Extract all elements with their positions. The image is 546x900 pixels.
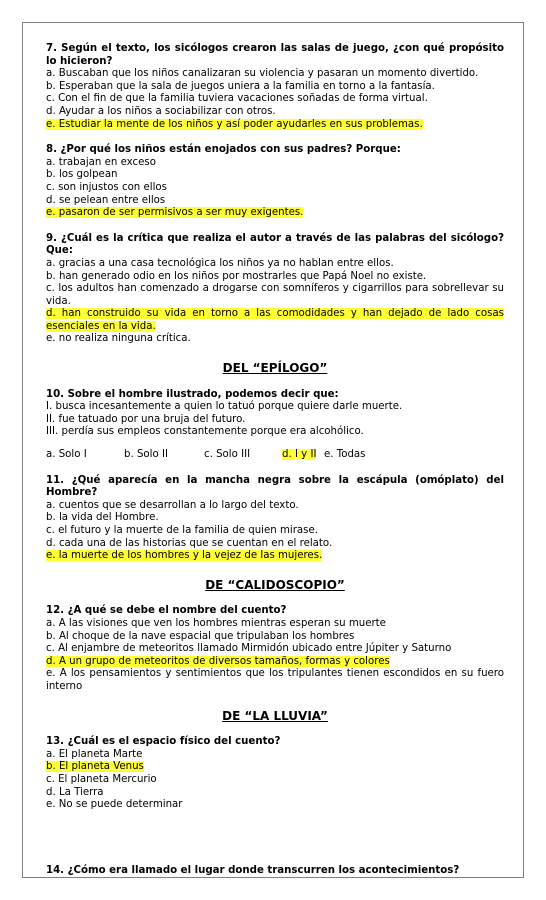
document-page <box>22 22 524 878</box>
option-a: a. El planeta Marte <box>46 748 143 760</box>
option-d-highlighted: d. A un grupo de meteoritos de diversos tamaños, formas y colores <box>46 655 390 667</box>
option-b: b. Al choque de la nave espacial que tripulaban los hombres <box>46 630 355 642</box>
option-d: d. La Tierra <box>46 786 104 798</box>
option-b: b. han generado odio en los niños por mostrarles que Papá Noel no existe. <box>46 270 427 282</box>
question-14 <box>46 865 504 878</box>
option-b: b. la vida del Hombre. <box>46 512 159 524</box>
option-d: d. cada una de las historias que se cuentan en el relato. <box>46 537 333 549</box>
option-d-highlighted: d. I y II <box>282 449 317 461</box>
question-13 <box>46 736 504 812</box>
question-7 <box>46 43 504 131</box>
option-e: e. Todas <box>324 449 366 461</box>
option-c: c. son injustos con ellos <box>46 181 167 193</box>
question-title: 12. ¿A qué se debe el nombre del cuento? <box>46 605 287 617</box>
option-c: c. El planeta Mercurio <box>46 773 157 785</box>
statement-1: I. busca incesantemente a quien lo tatuó porque quiere darle muerte. <box>46 401 403 413</box>
question-title: 13. ¿Cuál es el espacio físico del cuento? <box>46 736 281 748</box>
question-8 <box>46 144 504 220</box>
option-a: a. Buscaban que los niños canalizaran su violencia y pasaran un momento divertido. <box>46 68 479 80</box>
question-title: 8. ¿Por qué los niños están enojados con sus padres? Porque: <box>46 144 401 156</box>
statement-3: III. perdía sus empleos constantemente porque era alcohólico. <box>46 426 364 438</box>
option-c: c. Solo III <box>204 449 251 461</box>
option-c: c. el futuro y la muerte de la familia de quien mirase. <box>46 525 318 536</box>
blank-space <box>46 825 504 865</box>
question-title: 7. Según el texto, los sicólogos crearon las salas de juego, ¿con qué propósito lo hicieron? <box>46 43 504 67</box>
section-heading-lluvia: DE “LA LLUVIA” <box>222 708 328 723</box>
option-c: c. Con el fin de que la familia tuviera vacaciones soñadas de forma virtual. <box>46 93 428 105</box>
question-title: 14. ¿Cómo era llamado el lugar donde transcurren los acontecimientos? <box>46 864 460 876</box>
option-a: a. A las visiones que ven los hombres mientras esperan su muerte <box>46 617 386 629</box>
question-10 <box>46 389 504 462</box>
question-9 <box>46 233 504 346</box>
option-e-highlighted: e. Estudiar la mente de los niños y así poder ayudarles en sus problemas. <box>46 118 423 130</box>
option-b: b. los golpean <box>46 169 118 181</box>
option-d: d. Ayudar a los niños a sociabilizar con otros. <box>46 105 276 117</box>
section-heading-calidoscopio: DE “CALIDOSCOPIO” <box>205 577 345 592</box>
option-d-highlighted: d. han construido su vida en torno a las comodidades y han dejado de lado cosas esenciales en la vida. <box>46 308 504 332</box>
section-heading-epilogo: DEL “EPÍLOGO” <box>222 361 328 376</box>
document-content <box>46 43 504 890</box>
option-b-highlighted: b. El planeta Venus <box>46 761 144 773</box>
option-b: b. Solo II <box>124 449 168 461</box>
option-b: b. Esperaban que la sala de juegos uniera a la familia en torno a la fantasía. <box>46 80 435 92</box>
option-a: a. cuentos que se desarrollan a lo largo del texto. <box>46 499 299 511</box>
options-row <box>46 449 504 462</box>
option-e-highlighted: e. la muerte de los hombres y la vejez de las mujeres. <box>46 550 323 562</box>
option-e: e. A los pensamientos y sentimientos que los tripulantes tienen escondidos en su fuero interno <box>46 668 504 692</box>
question-title: 9. ¿Cuál es la crítica que realiza el autor a través de las palabras del sicólogo? Que: <box>46 232 504 257</box>
option-e: e. No se puede determinar <box>46 799 183 811</box>
option-c: c. Al enjambre de meteoritos llamado Mirmidón ubicado entre Júpiter y Saturno <box>46 643 452 655</box>
option-a: a. gracias a una casa tecnológica los niños ya no hablan entre ellos. <box>46 257 394 269</box>
option-c: c. los adultos han comenzado a drogarse con somníferos y cigarrillos para sobrellevar su vida. <box>46 283 504 307</box>
question-title: 11. ¿Qué aparecía en la mancha negra sobre la escápula (omóplato) del Hombre? <box>46 474 504 499</box>
option-a: a. trabajan en exceso <box>46 156 156 168</box>
option-d: d. se pelean entre ellos <box>46 194 166 206</box>
option-a: a. Solo I <box>46 449 87 461</box>
question-12 <box>46 605 504 693</box>
option-e: e. no realiza ninguna crítica. <box>46 333 191 345</box>
question-title: 10. Sobre el hombre ilustrado, podemos decir que: <box>46 388 339 400</box>
statement-2: II. fue tatuado por una bruja del futuro. <box>46 413 246 425</box>
option-e-highlighted: e. pasaron de ser permisivos a ser muy exigentes. <box>46 207 304 219</box>
question-11 <box>46 475 504 563</box>
